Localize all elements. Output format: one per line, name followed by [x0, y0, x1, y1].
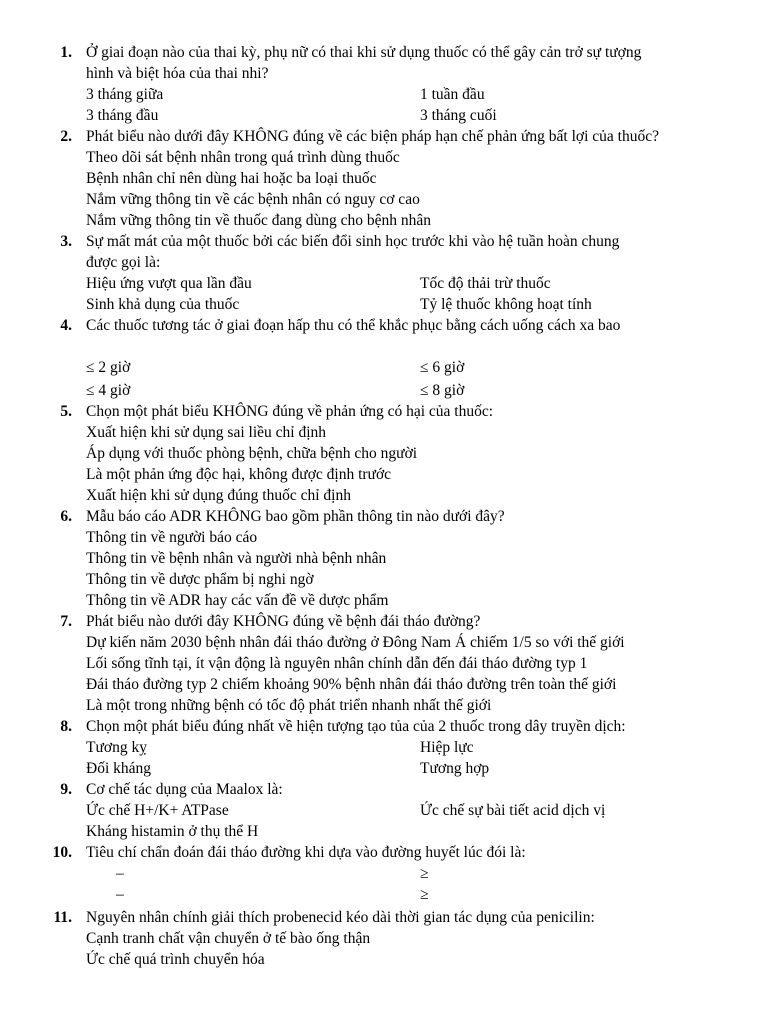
question-stem-line: Phát biểu nào dưới đây KHÔNG đúng về bệnh đái tháo đường?: [86, 613, 481, 630]
answer-option: Tốc độ thải trừ thuốc: [420, 275, 551, 292]
answer-option: Theo dõi sát bệnh nhân trong quá trình dùng thuốc: [86, 149, 400, 166]
question-number: 10.: [52, 844, 72, 861]
question-stem-line: Các thuốc tương tác ở giai đoạn hấp thu có thể khắc phục bằng cách uống cách xa bao: [86, 317, 621, 334]
answer-option: Hiệu ứng vượt qua lần đầu: [86, 275, 252, 292]
answer-option: Xuất hiện khi sử dụng sai liều chỉ định: [86, 424, 327, 441]
answer-option: Tương kỵ: [86, 739, 147, 756]
question-stem-line: Tiêu chí chẩn đoán đái tháo đường khi dựa vào đường huyết lúc đói là:: [86, 844, 526, 861]
answer-option: ≤ 2 giờ: [86, 359, 131, 376]
answer-option: Dự kiến năm 2030 bệnh nhân đái tháo đường ở Đông Nam Á chiếm 1/5 so với thế giới: [86, 634, 625, 651]
question-stem-line: Phát biểu nào dưới đây KHÔNG đúng về các biện pháp hạn chế phản ứng bất lợi của thuốc?: [86, 128, 659, 145]
answer-option: Thông tin về ADR hay các vấn đề về dược phẩm: [86, 592, 389, 609]
answer-option: 3 tháng đầu: [86, 107, 159, 124]
answer-option: 1 tuần đầu: [420, 86, 485, 103]
answer-option: Tương hợp: [420, 760, 490, 777]
question-number: 2.: [60, 128, 72, 145]
answer-option: Kháng histamin ở thụ thể H: [86, 823, 259, 840]
question-number: 5.: [60, 403, 72, 420]
question-number: 8.: [60, 718, 72, 735]
question-stem-line: Mẫu báo cáo ADR KHÔNG bao gồm phần thông tin nào dưới đây?: [86, 508, 505, 525]
answer-option: ≤ 6 giờ: [420, 359, 465, 376]
answer-option: Nắm vững thông tin về thuốc đang dùng cho bệnh nhân: [86, 212, 432, 229]
answer-option: Tỷ lệ thuốc không hoạt tính: [420, 296, 592, 313]
answer-option: 3 tháng cuối: [420, 107, 497, 124]
question-stem-line: Cơ chế tác dụng của Maalox là:: [86, 781, 283, 798]
answer-option: Ức chế H+/K+ ATPase: [86, 802, 229, 819]
answer-option: Thông tin về bệnh nhân và người nhà bệnh nhân: [86, 550, 387, 567]
answer-option: Ức chế sự bài tiết acid dịch vị: [420, 802, 606, 819]
question-number: 11.: [53, 909, 72, 926]
answer-option: Cạnh tranh chất vận chuyển ở tế bào ống thận: [86, 930, 371, 947]
answer-option: Lối sống tĩnh tại, ít vận động là nguyên nhân chính dẫn đến đái tháo đường typ 1: [86, 655, 588, 672]
answer-option: –: [116, 886, 124, 903]
question-stem-line: Chọn một phát biểu KHÔNG đúng về phản ứng có hại của thuốc:: [86, 403, 494, 420]
answer-option: ≥: [420, 886, 429, 903]
answer-option: ≤ 8 giờ: [420, 382, 465, 399]
question-stem-line: Nguyên nhân chính giải thích probenecid kéo dài thời gian tác dụng của penicilin:: [86, 909, 595, 926]
question-stem-line: Sự mất mát của một thuốc bởi các biến đổi sinh học trước khi vào hệ tuần hoàn chung: [86, 233, 620, 250]
answer-option: Là một trong những bệnh có tốc độ phát triển nhanh nhất thế giới: [86, 697, 492, 714]
answer-option: Đối kháng: [86, 760, 152, 777]
question-number: 9.: [60, 781, 72, 798]
question-stem-line: Chọn một phát biểu đúng nhất về hiện tượng tạo tủa của 2 thuốc trong dây truyền dịch:: [86, 718, 626, 735]
answer-option: Sinh khả dụng của thuốc: [86, 296, 240, 313]
answer-option: Đái tháo đường typ 2 chiếm khoảng 90% bệnh nhân đái tháo đường trên toàn thế giới: [86, 676, 617, 693]
question-stem-line: hình và biệt hóa của thai nhi?: [86, 65, 269, 82]
answer-option: ≤ 4 giờ: [86, 382, 131, 399]
answer-option: ≥: [420, 865, 429, 882]
answer-option: 3 tháng giữa: [86, 86, 164, 103]
answer-option: Là một phản ứng độc hại, không được định trước: [86, 466, 392, 483]
question-number: 7.: [60, 613, 72, 630]
question-number: 3.: [60, 233, 72, 250]
answer-option: Xuất hiện khi sử dụng đúng thuốc chỉ định: [86, 487, 351, 504]
answer-option: Áp dụng với thuốc phòng bệnh, chữa bệnh cho người: [86, 445, 418, 462]
answer-option: Nắm vững thông tin về các bệnh nhân có nguy cơ cao: [86, 191, 420, 208]
question-number: 6.: [60, 508, 72, 525]
question-number: 4.: [60, 317, 72, 334]
question-stem-line: được gọi là:: [86, 254, 161, 271]
answer-option: –: [116, 865, 124, 882]
question-number: 1.: [60, 44, 72, 61]
answer-option: Ức chế quá trình chuyển hóa: [86, 951, 265, 968]
answer-option: Bệnh nhân chỉ nên dùng hai hoặc ba loại thuốc: [86, 170, 377, 187]
answer-option: Hiệp lực: [420, 739, 474, 756]
answer-option: Thông tin về người báo cáo: [86, 529, 258, 546]
answer-option: Thông tin về dược phẩm bị nghi ngờ: [86, 571, 314, 588]
question-stem-line: Ở giai đoạn nào của thai kỳ, phụ nữ có thai khi sử dụng thuốc có thể gây cản trở sự tượng: [86, 44, 642, 61]
